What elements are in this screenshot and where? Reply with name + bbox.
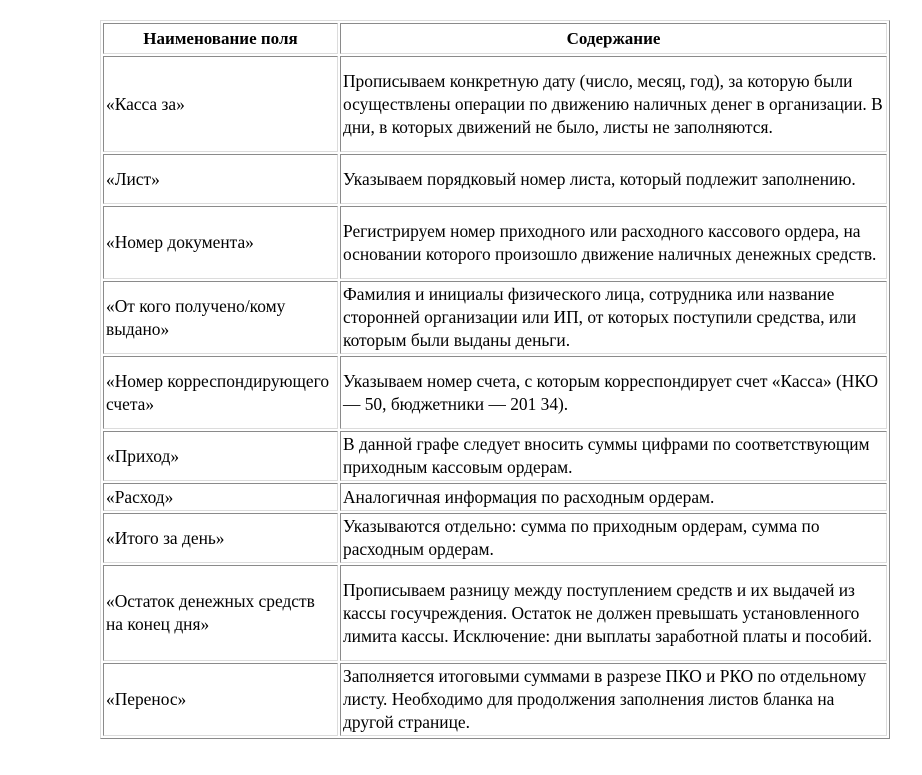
field-name-cell: «Остаток денежных средств на конец дня» [103,565,338,661]
table-row [103,483,887,511]
field-content-cell: Аналогичная информация по расходным ордерам. [340,483,887,511]
field-content-cell: В данной графе следует вносить суммы цифрами по соответствующим приходным кассовым ордерам. [340,431,887,481]
field-name-cell: «Лист» [103,154,338,204]
field-name-cell: «Итого за день» [103,513,338,563]
field-name-cell: «Приход» [103,431,338,481]
table-row [103,431,887,481]
table-body [103,56,887,736]
table-row [103,513,887,563]
field-name-cell: «Номер документа» [103,206,338,279]
field-content-cell: Указываем номер счета, с которым корреспондирует счет «Касса» (НКО — 50, бюджетники — 201 34). [340,356,887,429]
document-table-container [100,20,890,739]
field-name-cell: «Номер корреспондирующего счета» [103,356,338,429]
table-row [103,663,887,736]
field-content-cell: Прописываем разницу между поступлением средств и их выдачей из кассы госучреждения. Остаток не должен превышать установленного лимита кассы. Исключение: дни выплаты заработной платы и пособий. [340,565,887,661]
table-header [103,23,887,54]
header-field-name: Наименование поля [103,23,338,54]
field-content-cell: Прописываем конкретную дату (число, месяц, год), за которую были осуществлены операции по движению наличных денег в организации. В дни, в которых движений не было, листы не заполняются. [340,56,887,152]
field-name-cell: «От кого получено/кому выдано» [103,281,338,354]
field-name-cell: «Расход» [103,483,338,511]
header-row [103,23,887,54]
field-content-cell: Фамилия и инициалы физического лица, сотрудника или название сторонней организации или ИП, от которых поступили средства, или которым были выданы деньги. [340,281,887,354]
table-row [103,281,887,354]
table-row [103,356,887,429]
table-row [103,154,887,204]
field-content-cell: Регистрируем номер приходного или расходного кассового ордера, на основании которого произошло движение наличных денежных средств. [340,206,887,279]
field-name-cell: «Касса за» [103,56,338,152]
table-row [103,206,887,279]
table-row [103,56,887,152]
fields-table [100,20,890,739]
table-row [103,565,887,661]
field-content-cell: Указываем порядковый номер листа, который подлежит заполнению. [340,154,887,204]
field-content-cell: Заполняется итоговыми суммами в разрезе ПКО и РКО по отдельному листу. Необходимо для продолжения заполнения листов бланка на другой странице. [340,663,887,736]
header-content: Содержание [340,23,887,54]
field-content-cell: Указываются отдельно: сумма по приходным ордерам, сумма по расходным ордерам. [340,513,887,563]
field-name-cell: «Перенос» [103,663,338,736]
